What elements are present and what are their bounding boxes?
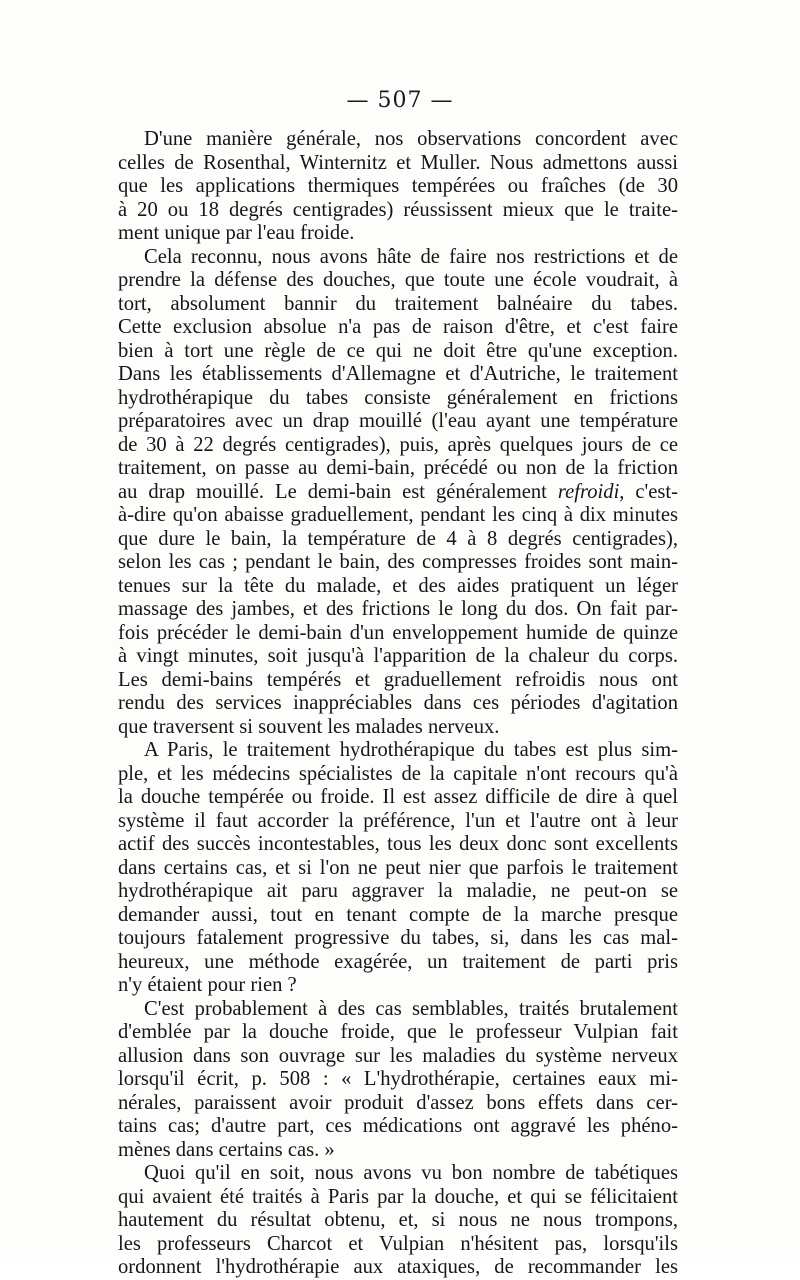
text-line: la douche tempérée ou froide. Il est assez difficile de dire à quel — [118, 786, 678, 808]
text-line: massage des jambes, et des frictions le long du dos. On fait par- — [118, 598, 678, 620]
text-line: allusion dans son ouvrage sur les maladies du système nerveux — [118, 1044, 678, 1067]
text-line: n'y étaient pour rien ? — [118, 974, 297, 996]
text-line: Cela reconnu, nous avons hâte de faire nos restrictions et de — [144, 245, 678, 268]
text-line: dans certains cas, et si l'on ne peut nier que parfois le traitement — [118, 856, 678, 879]
text-line: à 20 ou 18 degrés centigrades) réussissent mieux que le traite- — [118, 198, 678, 221]
text-line: préparatoires avec un drap mouillé (l'eau ayant une température — [118, 410, 678, 432]
text-line: celles de Rosenthal, Winternitz et Muller. Nous admettons aussi — [118, 151, 678, 174]
text-line: que dure le bain, la température de 4 à 8 degrés centigrades), — [118, 527, 678, 550]
paragraph — [118, 998, 678, 1163]
text-line: lorsqu'il écrit, p. 508 : « L'hydrothérapie, certaines eaux mi- — [118, 1068, 678, 1090]
text-line: A Paris, le traitement hydrothérapique du tabes est plus sim- — [144, 739, 678, 761]
text-line: à vingt minutes, soit jusqu'à l'apparition de la chaleur du corps. — [118, 645, 678, 667]
text-line: mènes dans certains cas. » — [118, 1138, 335, 1161]
text-line: ment unique par l'eau froide. — [118, 222, 355, 244]
page-number: — 507 — — [346, 88, 454, 113]
text-line: tenues sur la tête du malade, et des aides pratiquent un léger — [118, 574, 678, 597]
text-line: tains cas; d'autre part, ces médications ont aggravé les phéno- — [118, 1115, 678, 1137]
text-line: que les applications thermiques tempérées ou fraîches (de 30 — [118, 175, 678, 197]
text-line: hydrothérapique du tabes consiste généralement en frictions — [118, 386, 678, 409]
paragraph — [118, 246, 678, 740]
text-line: Dans les établissements d'Allemagne et d'Autriche, le traitement — [118, 363, 678, 385]
text-line: rendu des services inappréciables dans ces périodes d'agitation — [118, 692, 678, 714]
text-line: Cette exclusion absolue n'a pas de raison d'être, et c'est faire — [118, 316, 678, 338]
text-line: fois précéder le demi-bain d'un enveloppement humide de quinze — [118, 621, 678, 644]
text-line: ple, et les médecins spécialistes de la capitale n'ont recours qu'à — [118, 762, 678, 785]
body-text — [118, 128, 678, 1280]
paragraph — [118, 739, 678, 998]
text-line: d'emblée par la douche froide, que le professeur Vulpian fait — [118, 1021, 678, 1043]
text-line: hydrothérapique ait paru aggraver la maladie, ne peut-on se — [118, 880, 678, 902]
text-line: demander aussi, tout en tenant compte de la marche presque — [118, 903, 678, 926]
text-line: C'est probablement à des cas semblables, traités brutalement — [144, 997, 678, 1020]
text-line: à-dire qu'on abaisse graduellement, pendant les cinq à dix minutes — [118, 504, 678, 526]
text-line: nérales, paraissent avoir produit d'assez bons effets dans cer- — [118, 1091, 678, 1114]
text-line: qui avaient été traités à Paris par la douche, et qui se félicitaient — [118, 1185, 678, 1208]
text-line: système il faut accorder la préférence, l'un et l'autre ont à leur — [118, 809, 678, 832]
text-line: de 30 à 22 degrés centigrades), puis, après quelques jours de ce — [118, 433, 678, 456]
text-line: que traversent si souvent les malades nerveux. — [118, 715, 500, 738]
text-line: ordonnent l'hydrothérapie aux ataxiques, de recommander les — [118, 1256, 678, 1278]
text-line: heureux, une méthode exagérée, un traitement de parti pris — [118, 950, 678, 973]
text-line: bien à tort une règle de ce qui ne doit être qu'une exception. — [118, 339, 678, 362]
text-line: les professeurs Charcot et Vulpian n'hésitent pas, lorsqu'ils — [118, 1232, 678, 1255]
text-line: D'une manière générale, nos observations concordent avec — [144, 128, 678, 150]
paragraph — [118, 128, 678, 246]
text-line: Quoi qu'il en soit, nous avons vu bon nombre de tabétiques — [144, 1162, 678, 1184]
text-line: Les demi-bains tempérés et graduellement refroidis nous ont — [118, 668, 678, 691]
text-line: hautement du résultat obtenu, et, si nous ne nous trompons, — [118, 1209, 678, 1231]
text-line: traitement, on passe au demi-bain, précédé ou non de la friction — [118, 457, 678, 479]
text-line: prendre la défense des douches, que toute une école voudrait, à — [118, 269, 678, 291]
text-line: toujours fatalement progressive du tabes, si, dans les cas mal- — [118, 927, 678, 949]
text-line: tort, absolument bannir du traitement balnéaire du tabes. — [118, 292, 678, 315]
text-line: au drap mouillé. Le demi-bain est généralement refroidi, c'est- — [118, 480, 678, 503]
text-line: actif des succès incontestables, tous les deux donc sont excellents — [118, 833, 678, 855]
text-line: selon les cas ; pendant le bain, des compresses froides sont main- — [118, 551, 678, 573]
